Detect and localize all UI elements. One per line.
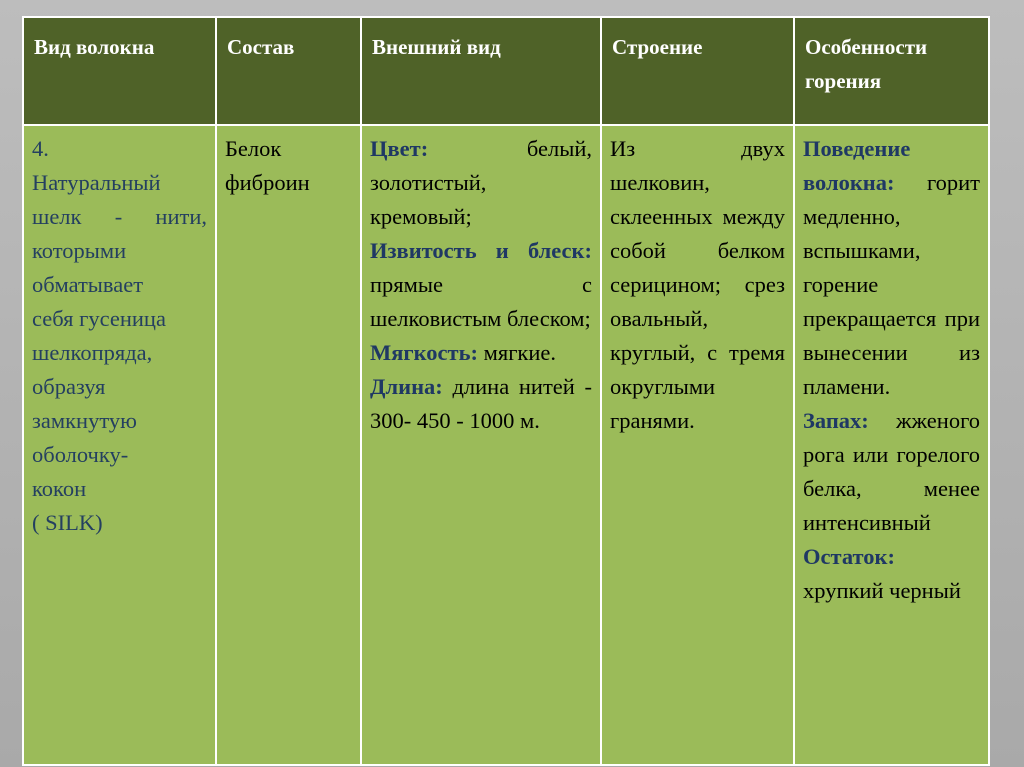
burning-behavior [803, 132, 980, 404]
behavior-label: Поведение волокна: [803, 136, 911, 195]
luster-label: Извитость и блеск: [370, 238, 592, 263]
residue-text: хрупкий черный [803, 578, 961, 603]
burning-smell [803, 404, 980, 540]
luster-text: прямые с шелковистым блеском; [370, 272, 592, 331]
behavior-text: горит медленно, вспышками, горение прекращается при вынесении из пламени. [803, 170, 980, 399]
fiber-line: замкнутую [32, 408, 137, 433]
structure-text: Из двух шелковин, склеенных между собой белком серицином; срез овальный, круглый, с тремя округлыми гранями. [610, 136, 785, 433]
fiber-line: которыми [32, 238, 127, 263]
smell-text: жженого рога или горелого белка, менее интенсивный [803, 408, 980, 535]
table-row [23, 125, 989, 765]
fiber-properties-table [22, 16, 990, 766]
appearance-luster [370, 234, 592, 336]
fiber-line: шелк - нити, [32, 204, 207, 229]
table-header-row [23, 17, 989, 125]
cell-fiber-type [23, 125, 216, 765]
header-appearance: Внешний вид [361, 17, 601, 125]
header-burning: Особенности горения [794, 17, 989, 125]
softness-label: Мягкость: [370, 340, 478, 365]
fiber-line: образуя [32, 374, 106, 399]
composition-text: Белок фиброин [225, 136, 310, 195]
fiber-line: Натуральный [32, 170, 161, 195]
smell-label: Запах: [803, 408, 869, 433]
cell-burning [794, 125, 989, 765]
fiber-number: 4. [32, 136, 49, 161]
fiber-line: оболочку- [32, 442, 129, 467]
color-text: белый, золотистый, кремовый; [370, 136, 592, 229]
length-label: Длина: [370, 374, 443, 399]
header-fiber-type: Вид волокна [23, 17, 216, 125]
fiber-line: себя гусеница [32, 306, 166, 331]
cell-appearance [361, 125, 601, 765]
fiber-line: ( SILK) [32, 510, 103, 535]
header-composition: Состав [216, 17, 361, 125]
burning-residue [803, 540, 980, 608]
fiber-line: шелкопряда, [32, 340, 153, 365]
cell-structure [601, 125, 794, 765]
header-structure: Строение [601, 17, 794, 125]
appearance-length [370, 370, 592, 438]
fiber-line: кокон [32, 476, 87, 501]
softness-text: мягкие. [477, 340, 557, 365]
appearance-color [370, 132, 592, 234]
appearance-softness [370, 336, 592, 370]
fiber-line: обматывает [32, 272, 144, 297]
residue-label: Остаток: [803, 544, 895, 569]
length-text: длина нитей - 300- 450 - 1000 м. [370, 374, 592, 433]
color-label: Цвет: [370, 136, 429, 161]
cell-composition [216, 125, 361, 765]
